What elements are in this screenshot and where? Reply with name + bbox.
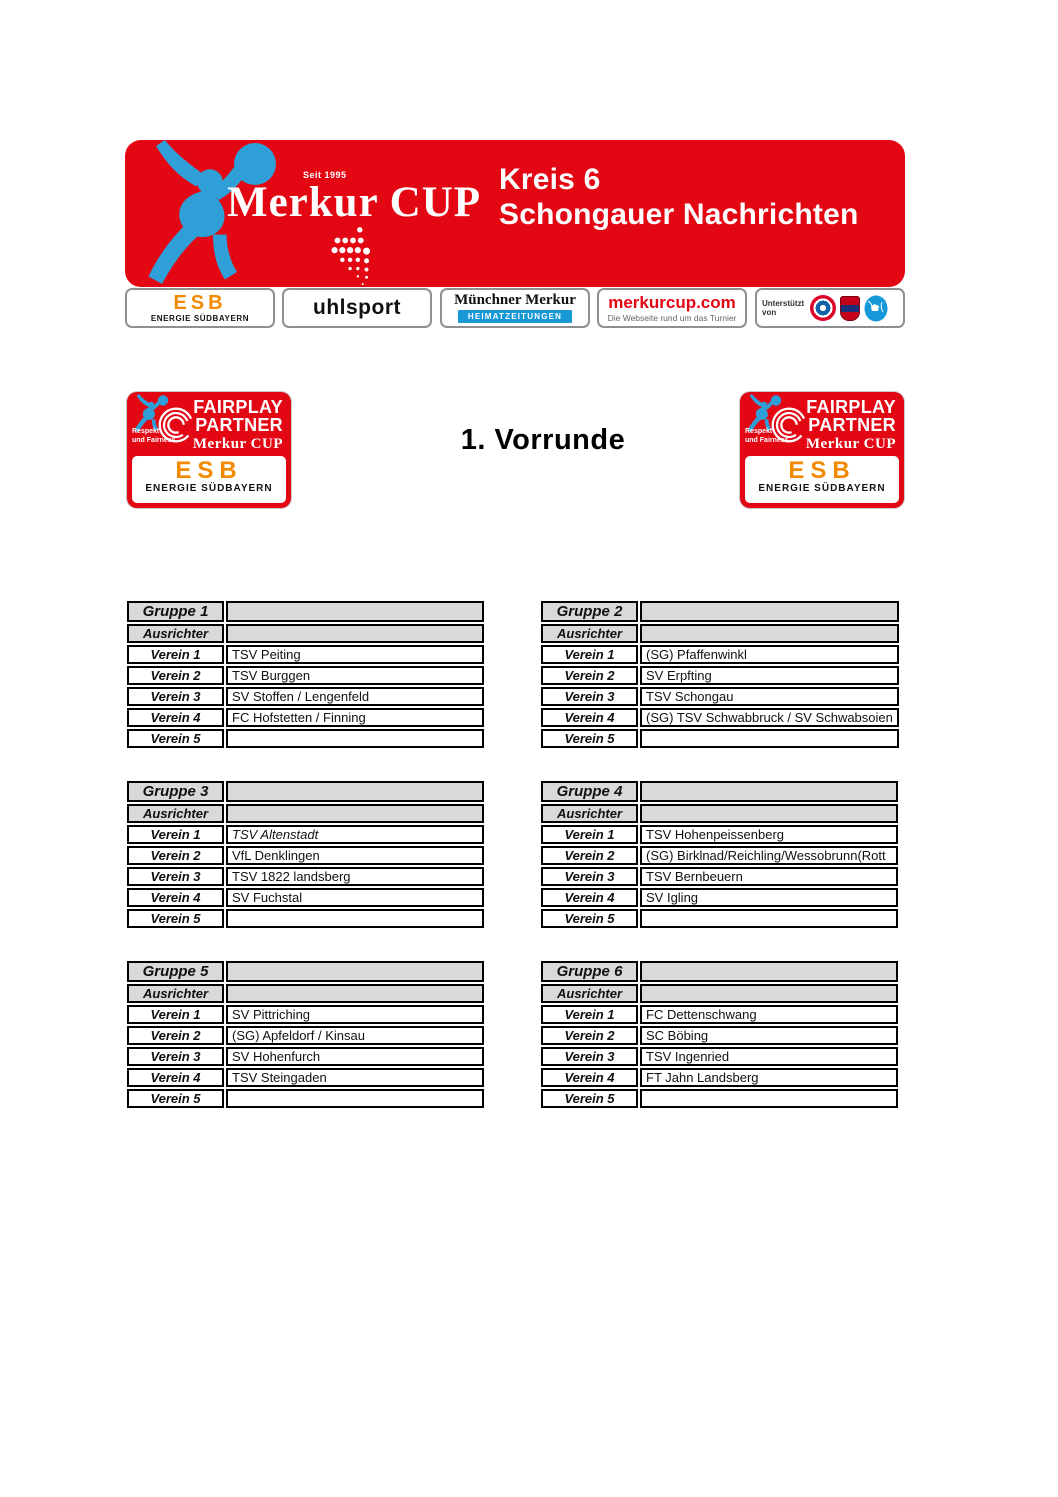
esb-badge <box>132 456 286 503</box>
verein-row <box>541 1047 898 1066</box>
verein-row <box>127 846 484 865</box>
verein-row <box>127 666 484 685</box>
verein-label-cell: Verein 3 <box>127 1047 224 1066</box>
club-crest-icon <box>840 296 860 321</box>
esb-badge-logo: ESB <box>175 457 243 484</box>
club-logos <box>810 295 888 322</box>
merkurcup-logo: merkurcup.com <box>608 292 736 312</box>
esb-badge <box>745 456 899 503</box>
team-name-cell: FC Hofstetten / Finning <box>226 708 484 727</box>
verein-label-cell: Verein 2 <box>127 1026 224 1045</box>
fairplay-title: FAIRPLAY PARTNER Merkur CUP <box>192 397 283 452</box>
ausrichter-row <box>127 984 484 1003</box>
team-name-cell: SV Erpfting <box>640 666 899 685</box>
verein-row <box>127 729 484 748</box>
ausrichter-row <box>541 984 898 1003</box>
dots-pattern-icon <box>331 224 375 286</box>
verein-row <box>127 909 484 928</box>
team-name-cell: TSV Hohenpeissenberg <box>640 825 898 844</box>
sponsor-muenchner-merkur <box>440 288 590 328</box>
ausrichter-label-cell: Ausrichter <box>127 624 224 643</box>
verein-row <box>541 687 899 706</box>
verein-label-cell: Verein 2 <box>127 666 224 685</box>
verein-label-cell: Verein 3 <box>541 867 638 886</box>
verein-label-cell: Verein 5 <box>127 909 224 928</box>
respekt-label: Respekt und Fairness <box>132 428 176 444</box>
group-name-value-cell <box>640 781 898 802</box>
verein-label-cell: Verein 5 <box>127 729 224 748</box>
team-name-cell: FC Dettenschwang <box>640 1005 898 1024</box>
team-name-cell: SV Fuchstal <box>226 888 484 907</box>
team-name-cell: SV Igling <box>640 888 898 907</box>
group-name-cell: Gruppe 4 <box>541 781 638 802</box>
verein-row <box>541 825 898 844</box>
team-name-cell: TSV Burggen <box>226 666 484 685</box>
team-name-cell: SV Hohenfurch <box>226 1047 484 1066</box>
uhlsport-logo: uhlsport <box>313 296 401 319</box>
group-name-cell: Gruppe 1 <box>127 601 224 622</box>
team-name-cell: TSV Steingaden <box>226 1068 484 1087</box>
team-name-cell: VfL Denklingen <box>226 846 484 865</box>
verein-label-cell: Verein 4 <box>541 1068 638 1087</box>
banner-region-title <box>499 162 858 232</box>
ausrichter-row <box>127 804 484 823</box>
team-name-cell: TSV Bernbeuern <box>640 867 898 886</box>
page-title: 1. Vorrunde <box>460 424 626 456</box>
verein-label-cell: Verein 4 <box>127 1068 224 1087</box>
esb-badge-logo: ESB <box>788 457 856 484</box>
group-name-cell: Gruppe 6 <box>541 961 638 982</box>
group-name-row <box>127 781 484 802</box>
verein-label-cell: Verein 4 <box>127 888 224 907</box>
merkurcup-sublabel: Die Webseite rund um das Turnier <box>607 312 737 323</box>
ausrichter-label-cell: Ausrichter <box>127 984 224 1003</box>
verein-row <box>127 708 484 727</box>
verein-row <box>541 1089 898 1108</box>
verein-row <box>127 687 484 706</box>
verein-row <box>127 825 484 844</box>
verein-label-cell: Verein 1 <box>541 825 638 844</box>
bayern-logo-icon <box>810 295 836 321</box>
seit-1995-label: Seit 1995 <box>303 170 347 180</box>
verein-row <box>541 729 899 748</box>
verein-label-cell: Verein 5 <box>541 909 638 928</box>
verein-label-cell: Verein 5 <box>541 729 638 748</box>
esb-badge-sublabel: ENERGIE SÜDBAYERN <box>758 483 886 494</box>
heimatzeitungen-banner: HEIMATZEITUNGEN <box>458 310 572 323</box>
ausrichter-row <box>127 624 484 643</box>
group-name-value-cell <box>226 961 484 982</box>
ausrichter-value-cell <box>226 624 484 643</box>
merkur-cup-wordmark: Merkur CUP <box>227 179 482 226</box>
verein-label-cell: Verein 3 <box>127 687 224 706</box>
team-name-cell <box>640 909 898 928</box>
team-name-cell: (SG) Pfaffenwinkl <box>640 645 899 664</box>
verein-row <box>127 1026 484 1045</box>
banner-line1: Kreis 6 <box>499 163 601 196</box>
team-name-cell: (SG) TSV Schwabbruck / SV Schwabsoien <box>640 708 899 727</box>
group-name-cell: Gruppe 3 <box>127 781 224 802</box>
verein-label-cell: Verein 4 <box>127 708 224 727</box>
team-name-cell: SV Pittriching <box>226 1005 484 1024</box>
verein-label-cell: Verein 3 <box>127 867 224 886</box>
team-name-cell: SC Böbing <box>640 1026 898 1045</box>
esb-badge-sublabel: ENERGIE SÜDBAYERN <box>145 483 273 494</box>
unterstuetzt-label: Unterstützt von <box>762 298 805 317</box>
verein-row <box>541 1068 898 1087</box>
group-name-row <box>541 601 899 622</box>
verein-row <box>541 888 898 907</box>
verein-label-cell: Verein 2 <box>541 666 638 685</box>
ausrichter-row <box>541 804 898 823</box>
ausrichter-value-cell <box>226 984 484 1003</box>
group-name-value-cell <box>226 781 484 802</box>
verein-row <box>127 1068 484 1087</box>
verein-label-cell: Verein 1 <box>541 1005 638 1024</box>
esb-sublabel: ENERGIE SÜDBAYERN <box>150 314 250 323</box>
sponsor-unterstuetzt <box>755 288 905 328</box>
ausrichter-label-cell: Ausrichter <box>541 804 638 823</box>
group-5-table <box>125 959 486 1110</box>
fairplay-title: FAIRPLAY PARTNER Merkur CUP <box>805 397 896 452</box>
team-name-cell: TSV Peiting <box>226 645 484 664</box>
verein-row <box>541 1026 898 1045</box>
team-name-cell <box>226 1089 484 1108</box>
sponsor-merkurcup <box>597 288 747 328</box>
group-4-table <box>539 779 900 930</box>
team-name-cell: (SG) Apfeldorf / Kinsau <box>226 1026 484 1045</box>
verein-row <box>541 708 899 727</box>
ausrichter-value-cell <box>640 984 898 1003</box>
group-name-row <box>127 601 484 622</box>
ausrichter-label-cell: Ausrichter <box>541 984 638 1003</box>
respekt-label: Respekt und Fairness <box>745 428 789 444</box>
verein-row <box>541 1005 898 1024</box>
verein-label-cell: Verein 2 <box>541 846 638 865</box>
ausrichter-value-cell <box>226 804 484 823</box>
merkur-cup-label: Merkur CUP <box>192 435 283 452</box>
group-name-cell: Gruppe 5 <box>127 961 224 982</box>
verein-label-cell: Verein 3 <box>541 687 638 706</box>
group-2-table <box>539 599 901 750</box>
header-banner <box>125 140 905 287</box>
team-name-cell <box>640 729 899 748</box>
group-name-value-cell <box>640 601 899 622</box>
verein-row <box>541 867 898 886</box>
group-name-row <box>541 961 898 982</box>
team-name-cell <box>640 1089 898 1108</box>
merkur-cup-label: Merkur CUP <box>805 435 896 452</box>
banner-line2: Schongauer Nachrichten <box>499 198 859 232</box>
bfv-logo-icon <box>864 295 888 322</box>
verein-label-cell: Verein 1 <box>127 645 224 664</box>
team-name-cell: TSV Altenstadt <box>226 825 484 844</box>
group-name-value-cell <box>640 961 898 982</box>
group-6-table <box>539 959 900 1110</box>
verein-row <box>127 867 484 886</box>
verein-row <box>127 645 484 664</box>
sponsor-uhlsport <box>282 288 432 328</box>
verein-row <box>541 645 899 664</box>
esb-logo: ESB <box>173 292 227 314</box>
verein-row <box>541 909 898 928</box>
ausrichter-value-cell <box>640 624 899 643</box>
group-1-table <box>125 599 486 750</box>
ausrichter-label-cell: Ausrichter <box>127 804 224 823</box>
verein-label-cell: Verein 3 <box>541 1047 638 1066</box>
team-name-cell <box>226 909 484 928</box>
verein-row <box>127 1089 484 1108</box>
verein-row <box>127 888 484 907</box>
verein-label-cell: Verein 4 <box>541 888 638 907</box>
verein-row <box>127 1005 484 1024</box>
verein-label-cell: Verein 1 <box>127 825 224 844</box>
team-name-cell: SV Stoffen / Lengenfeld <box>226 687 484 706</box>
verein-row <box>127 1047 484 1066</box>
ausrichter-row <box>541 624 899 643</box>
verein-label-cell: Verein 4 <box>541 708 638 727</box>
group-name-row <box>127 961 484 982</box>
team-name-cell: TSV Ingenried <box>640 1047 898 1066</box>
group-name-row <box>541 781 898 802</box>
verein-row <box>541 666 899 685</box>
muenchner-merkur-logo: Münchner Merkur <box>454 292 576 308</box>
team-name-cell: TSV Schongau <box>640 687 899 706</box>
ausrichter-value-cell <box>640 804 898 823</box>
team-name-cell: (SG) Birklnad/Reichling/Wessobrunn(Rott <box>640 846 898 865</box>
team-name-cell: FT Jahn Landsberg <box>640 1068 898 1087</box>
verein-label-cell: Verein 1 <box>541 645 638 664</box>
group-name-cell: Gruppe 2 <box>541 601 638 622</box>
group-name-value-cell <box>226 601 484 622</box>
group-3-table <box>125 779 486 930</box>
ausrichter-label-cell: Ausrichter <box>541 624 638 643</box>
verein-label-cell: Verein 5 <box>127 1089 224 1108</box>
verein-label-cell: Verein 5 <box>541 1089 638 1108</box>
verein-label-cell: Verein 2 <box>541 1026 638 1045</box>
team-name-cell <box>226 729 484 748</box>
sponsor-esb <box>125 288 275 328</box>
verein-label-cell: Verein 1 <box>127 1005 224 1024</box>
verein-label-cell: Verein 2 <box>127 846 224 865</box>
team-name-cell: TSV 1822 landsberg <box>226 867 484 886</box>
verein-row <box>541 846 898 865</box>
